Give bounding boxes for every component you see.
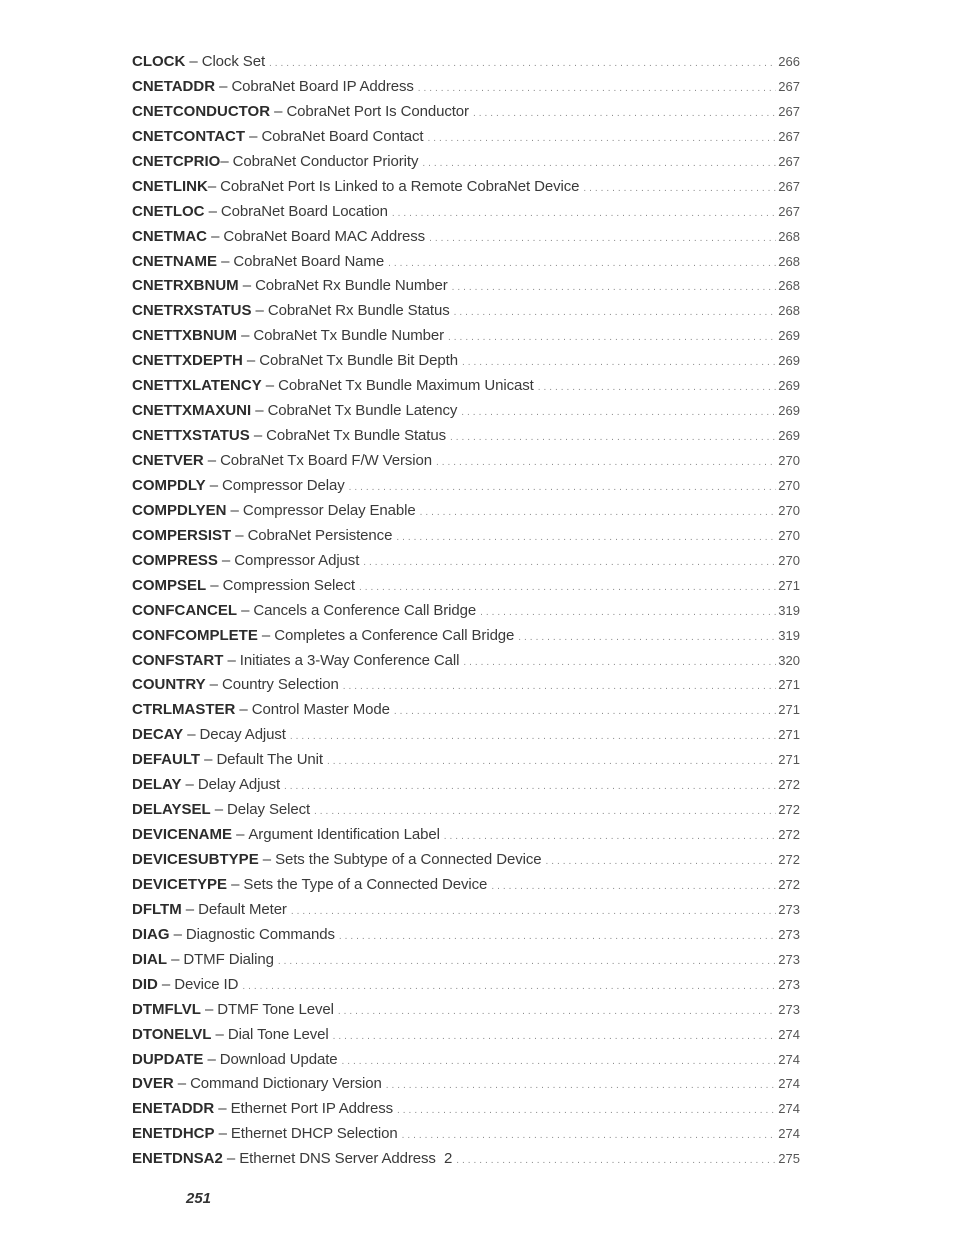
dot-leader: [386, 1074, 777, 1099]
toc-entry-separator: –: [232, 826, 249, 844]
toc-entry-page: 271: [778, 577, 800, 593]
toc-entry[interactable]: [132, 1048, 800, 1073]
toc-entry-separator: –: [211, 1025, 228, 1043]
toc-entry-separator: –: [235, 701, 252, 719]
toc-entry-description: CobraNet Board MAC Address: [223, 227, 426, 245]
dot-leader: [452, 276, 777, 301]
dot-leader: [278, 950, 776, 975]
toc-entry-separator: –: [238, 277, 256, 295]
toc-entry-separator: –: [167, 950, 184, 968]
toc-entry-command: CONFCOMPLETE: [132, 626, 258, 644]
toc-entry[interactable]: [132, 973, 800, 998]
toc-entry-page: 272: [778, 852, 800, 867]
dot-leader: [428, 127, 777, 152]
dot-leader: [422, 152, 776, 177]
toc-entry-page: 270: [778, 477, 800, 493]
toc-entry-command: COMPSEL: [132, 576, 207, 594]
toc-entry-command: DEVICENAME: [132, 826, 233, 844]
dot-leader: [396, 526, 776, 551]
toc-entry-description: Completes a Conference Call Bridge: [274, 626, 515, 644]
toc-entry-description: Default The Unit: [216, 751, 323, 769]
table-of-contents: [132, 50, 800, 1172]
toc-entry-description: CobraNet Conductor Priority: [232, 152, 419, 170]
toc-entry-command: ENETADDR: [132, 1100, 215, 1118]
dot-leader: [462, 351, 776, 376]
toc-entry-description: Country Selection: [222, 676, 339, 694]
toc-entry-page: 274: [778, 1126, 800, 1142]
toc-entry-page: 269: [778, 403, 800, 419]
toc-entry-page: 273: [778, 926, 800, 942]
toc-entry-description: Default Meter: [198, 900, 287, 918]
toc-entry-separator: –: [270, 102, 287, 120]
dot-leader: [583, 177, 776, 202]
toc-entry-page: 320: [778, 652, 800, 668]
toc-entry-description: Ethernet DNS Server Address 2: [239, 1150, 453, 1168]
toc-entry-page: 272: [778, 802, 800, 818]
toc-entry[interactable]: [132, 424, 800, 449]
toc-entry-command: DIAG: [132, 925, 170, 943]
toc-entry-separator: –: [215, 77, 232, 95]
toc-entry-command: DIAL: [132, 950, 167, 968]
toc-entry-description: CobraNet Rx Bundle Number: [255, 277, 448, 295]
toc-entry-description: Device ID: [174, 975, 239, 993]
dot-leader: [473, 102, 776, 127]
toc-entry-description: Diagnostic Commands: [185, 925, 335, 943]
toc-entry[interactable]: [132, 1023, 800, 1048]
toc-entry[interactable]: [132, 624, 800, 649]
toc-entry-command: DELAY: [132, 776, 182, 794]
toc-entry-separator: –: [249, 427, 267, 445]
toc-entry-command: CNETRXSTATUS: [132, 302, 252, 320]
dot-leader: [461, 401, 776, 426]
toc-entry[interactable]: [132, 1122, 800, 1147]
toc-entry-separator: –: [217, 252, 234, 270]
toc-entry-description: CobraNet Tx Board F/W Version: [220, 452, 432, 469]
toc-entry-description: Command Dictionary Version: [190, 1075, 382, 1093]
toc-entry-separator: –: [205, 676, 222, 694]
toc-entry-page: 273: [778, 1001, 800, 1017]
toc-entry-separator: –: [207, 177, 221, 195]
toc-entry-page: 268: [778, 278, 800, 294]
dot-leader: [343, 675, 777, 700]
toc-entry-page: 267: [778, 128, 800, 144]
toc-entry-description: CobraNet Board Location: [220, 202, 388, 220]
toc-entry-separator: –: [200, 751, 217, 769]
toc-entry[interactable]: [132, 798, 800, 823]
toc-entry[interactable]: [132, 1072, 800, 1097]
toc-entry-command: CNETLOC: [132, 202, 205, 220]
toc-entry-page: 271: [778, 702, 800, 718]
toc-entry[interactable]: [132, 649, 800, 674]
dot-leader: [284, 775, 776, 800]
toc-entry-separator: –: [220, 152, 233, 170]
toc-entry-description: CobraNet Tx Bundle Maximum Unicast: [278, 377, 534, 395]
toc-entry-command: ENETDHCP: [132, 1125, 215, 1143]
dot-leader: [349, 476, 777, 501]
dot-leader: [327, 750, 776, 775]
toc-entry-page: 271: [778, 727, 800, 743]
toc-entry-separator: –: [242, 352, 260, 370]
toc-entry-command: DUPDATE: [132, 1050, 204, 1068]
toc-entry[interactable]: [132, 324, 800, 349]
dot-leader: [339, 925, 776, 950]
toc-entry[interactable]: [132, 549, 800, 574]
toc-entry-page: 274: [778, 1026, 800, 1042]
toc-entry-description: CobraNet Board Contact: [261, 127, 424, 145]
toc-entry[interactable]: [132, 200, 800, 225]
toc-entry-separator: –: [207, 227, 224, 245]
toc-entry[interactable]: [132, 1147, 800, 1172]
dot-leader: [418, 77, 777, 102]
toc-entry[interactable]: [132, 1097, 800, 1122]
toc-entry-page: 270: [778, 502, 800, 518]
toc-entry-description: Delay Adjust: [197, 776, 281, 794]
toc-entry-command: CONFCANCEL: [132, 601, 237, 619]
toc-entry-description: Compressor Delay: [222, 476, 345, 494]
dot-leader: [480, 601, 776, 626]
toc-entry-description: Ethernet Port IP Address: [230, 1100, 394, 1118]
toc-entry-command: CNETCPRIO: [132, 152, 221, 170]
toc-entry-description: Compressor Delay Enable: [242, 501, 416, 519]
toc-entry-page: 319: [778, 602, 800, 618]
toc-entry[interactable]: [132, 898, 800, 923]
toc-entry-page: 268: [778, 228, 800, 244]
dot-leader: [538, 376, 777, 401]
toc-entry-page: 269: [778, 428, 800, 444]
toc-entry-command: CNETNAME: [132, 252, 217, 270]
toc-entry-page: 269: [778, 328, 800, 344]
toc-entry-command: COMPERSIST: [132, 526, 232, 544]
toc-entry-separator: –: [231, 526, 248, 544]
toc-entry-command: CNETCONTACT: [132, 127, 246, 145]
toc-entry-separator: –: [261, 377, 279, 395]
dot-leader: [429, 227, 776, 252]
dot-leader: [420, 501, 777, 526]
toc-entry-separator: –: [203, 1050, 220, 1068]
toc-entry-page: 266: [778, 54, 800, 69]
toc-entry-command: COUNTRY: [132, 676, 206, 694]
dot-leader: [269, 52, 776, 77]
toc-entry-page: 319: [778, 627, 800, 643]
toc-entry-page: 267: [778, 103, 800, 119]
toc-entry-separator: –: [257, 626, 275, 644]
toc-entry-command: DTMFLVL: [132, 1000, 201, 1018]
toc-entry-command: DID: [132, 975, 158, 993]
toc-entry-separator: –: [181, 776, 198, 794]
toc-entry-command: DFLTM: [132, 900, 182, 918]
toc-entry-command: CTRLMASTER: [132, 701, 236, 719]
toc-entry[interactable]: [132, 250, 800, 275]
toc-entry-separator: –: [245, 127, 262, 145]
toc-entry-description: CobraNet Tx Bundle Latency: [267, 402, 458, 420]
toc-entry-separator: –: [206, 576, 223, 594]
dot-leader: [333, 1025, 777, 1050]
toc-entry-separator: –: [214, 1125, 231, 1143]
toc-entry[interactable]: [132, 349, 800, 374]
toc-entry[interactable]: [132, 698, 800, 723]
dot-leader: [518, 626, 776, 651]
toc-entry-description: CobraNet Tx Bundle Bit Depth: [259, 352, 458, 370]
toc-entry-page: 270: [778, 552, 800, 568]
toc-entry-description: CobraNet Board IP Address: [231, 77, 414, 95]
toc-entry[interactable]: [132, 399, 800, 424]
toc-entry[interactable]: [132, 823, 800, 848]
toc-entry[interactable]: [132, 449, 800, 474]
toc-entry-command: ENETDNSA2: [132, 1150, 223, 1168]
toc-entry[interactable]: [132, 175, 800, 200]
toc-entry-command: DTONELVL: [132, 1025, 212, 1043]
dot-leader: [456, 1149, 776, 1174]
dot-leader: [392, 202, 776, 227]
toc-entry[interactable]: [132, 274, 800, 299]
toc-entry[interactable]: [132, 923, 800, 948]
toc-entry-command: CNETCONDUCTOR: [132, 102, 271, 120]
toc-entry-description: CobraNet Persistence: [247, 526, 393, 544]
toc-entry[interactable]: [132, 75, 800, 100]
toc-entry-separator: –: [173, 1075, 191, 1093]
toc-entry-description: Cancels a Conference Call Bridge: [253, 601, 477, 619]
toc-entry[interactable]: [132, 499, 800, 524]
toc-entry-command: CLOCK: [132, 53, 186, 70]
toc-entry-page: 274: [778, 1076, 800, 1092]
toc-entry-separator: –: [251, 402, 268, 420]
toc-entry-command: CNETVER: [132, 452, 204, 469]
toc-entry-separator: –: [210, 801, 228, 819]
dot-leader: [342, 1050, 777, 1075]
toc-entry-command: DEFAULT: [132, 751, 201, 769]
dot-leader: [290, 725, 776, 750]
page-number: 251: [186, 1190, 212, 1207]
toc-entry-description: CobraNet Board Name: [233, 252, 385, 270]
toc-entry-command: COMPDLYEN: [132, 501, 227, 519]
toc-entry-description: Compressor Adjust: [234, 551, 360, 569]
dot-leader: [291, 900, 776, 925]
toc-entry-description: CobraNet Tx Bundle Number: [253, 327, 445, 345]
toc-entry[interactable]: [132, 150, 800, 175]
toc-entry-command: CNETTXBNUM: [132, 327, 237, 345]
toc-entry-command: CNETTXSTATUS: [132, 427, 250, 445]
toc-entry-description: Control Master Mode: [251, 701, 390, 719]
toc-entry[interactable]: [132, 100, 800, 125]
toc-entry-command: CNETLINK: [132, 177, 208, 195]
toc-entry-command: DEVICESUBTYPE: [132, 851, 259, 868]
toc-entry-page: 273: [778, 976, 800, 992]
toc-entry-page: 271: [778, 677, 800, 693]
toc-entry-separator: –: [185, 53, 202, 70]
dot-leader: [363, 551, 776, 576]
toc-entry[interactable]: [132, 299, 800, 324]
toc-entry[interactable]: [132, 673, 800, 698]
toc-entry-page: 273: [778, 951, 800, 967]
toc-entry-description: Initiates a 3-Way Conference Call: [239, 651, 460, 669]
toc-entry-separator: –: [169, 925, 186, 943]
toc-entry[interactable]: [132, 998, 800, 1023]
toc-entry-separator: –: [181, 900, 199, 918]
toc-entry[interactable]: [132, 50, 800, 75]
toc-entry[interactable]: [132, 574, 800, 599]
toc-entry-separator: –: [204, 202, 221, 220]
toc-entry[interactable]: [132, 748, 800, 773]
toc-entry-description: DTMF Dialing: [183, 950, 274, 968]
toc-entry-page: 272: [778, 777, 800, 793]
toc-entry-separator: –: [222, 1150, 240, 1168]
toc-entry-page: 269: [778, 378, 800, 394]
toc-entry-description: CobraNet Port Is Conductor: [286, 102, 469, 120]
toc-entry-page: 267: [778, 153, 800, 169]
toc-entry-command: COMPDLY: [132, 476, 206, 494]
dot-leader: [448, 326, 776, 351]
toc-entry-separator: –: [157, 975, 175, 993]
toc-entry-separator: –: [214, 1100, 231, 1118]
toc-entry-description: Argument Identification Label: [248, 826, 440, 844]
toc-entry-separator: –: [251, 302, 268, 320]
toc-entry-separator: –: [237, 601, 254, 619]
dot-leader: [402, 1124, 777, 1149]
toc-entry-separator: –: [200, 1000, 218, 1018]
toc-entry-page: 267: [778, 178, 800, 194]
toc-entry[interactable]: [132, 873, 800, 898]
toc-entry[interactable]: [132, 225, 800, 250]
toc-entry-description: Ethernet DHCP Selection: [230, 1125, 398, 1143]
toc-entry-command: CONFSTART: [132, 651, 224, 669]
toc-entry-page: 270: [778, 453, 800, 468]
toc-entry-page: 268: [778, 303, 800, 319]
toc-entry[interactable]: [132, 524, 800, 549]
dot-leader: [394, 700, 776, 725]
dot-leader: [444, 825, 777, 850]
toc-entry-command: CNETRXBNUM: [132, 277, 239, 295]
toc-entry[interactable]: [132, 948, 800, 973]
toc-entry-separator: –: [227, 875, 244, 893]
toc-entry-page: 272: [778, 827, 800, 843]
dot-leader: [338, 1000, 776, 1025]
toc-entry-description: CobraNet Rx Bundle Status: [267, 302, 450, 320]
dot-leader: [463, 651, 776, 676]
toc-entry-command: DEVICETYPE: [132, 875, 228, 893]
dot-leader: [242, 975, 776, 1000]
toc-entry-separator: –: [237, 327, 254, 345]
toc-entry-command: CNETTXLATENCY: [132, 377, 262, 395]
toc-entry-description: Sets the Subtype of a Connected Device: [275, 851, 542, 868]
toc-entry-separator: –: [203, 452, 221, 469]
toc-entry-page: 268: [778, 253, 800, 269]
dot-leader: [359, 576, 776, 601]
dot-leader: [450, 426, 776, 451]
toc-entry-page: 270: [778, 527, 800, 543]
toc-entry-page: 267: [778, 203, 800, 219]
toc-entry-description: Sets the Type of a Connected Device: [243, 875, 488, 893]
toc-entry-separator: –: [183, 726, 200, 744]
toc-entry-description: Compression Select: [222, 576, 356, 594]
toc-entry-page: 274: [778, 1051, 800, 1067]
toc-entry-separator: –: [258, 851, 276, 868]
toc-entry[interactable]: [132, 125, 800, 150]
toc-entry-description: Download Update: [219, 1050, 338, 1068]
toc-entry[interactable]: [132, 848, 800, 873]
toc-entry-description: Delay Select: [227, 801, 311, 819]
toc-entry[interactable]: [132, 723, 800, 748]
toc-entry-command: COMPRESS: [132, 551, 218, 569]
toc-entry-separator: –: [223, 651, 240, 669]
dot-leader: [545, 850, 776, 875]
toc-entry[interactable]: [132, 474, 800, 499]
toc-entry-separator: –: [205, 476, 223, 494]
toc-entry-page: 269: [778, 353, 800, 369]
toc-entry-page: 275: [778, 1151, 800, 1167]
toc-entry-description: Dial Tone Level: [227, 1025, 329, 1043]
toc-entry-description: Decay Adjust: [199, 726, 286, 744]
toc-entry-page: 273: [778, 901, 800, 917]
toc-entry-command: CNETMAC: [132, 227, 207, 245]
toc-entry-command: DVER: [132, 1075, 174, 1093]
dot-leader: [454, 301, 777, 326]
toc-entry-description: CobraNet Tx Bundle Status: [266, 427, 446, 445]
toc-entry-description: DTMF Tone Level: [217, 1000, 334, 1018]
toc-entry-description: CobraNet Port Is Linked to a Remote CobraNet Device: [220, 177, 580, 195]
toc-entry-page: 272: [778, 876, 800, 892]
toc-entry-separator: –: [217, 551, 235, 569]
toc-entry-command: CNETADDR: [132, 77, 216, 95]
toc-entry-page: 271: [778, 752, 800, 768]
toc-entry-description: Clock Set: [201, 53, 266, 70]
dot-leader: [491, 875, 776, 900]
toc-entry[interactable]: [132, 773, 800, 798]
toc-entry-command: CNETTXMAXUNI: [132, 402, 252, 420]
toc-entry-command: CNETTXDEPTH: [132, 352, 243, 370]
toc-entry[interactable]: [132, 599, 800, 624]
dot-leader: [388, 252, 776, 277]
dot-leader: [397, 1099, 776, 1124]
toc-entry-page: 274: [778, 1101, 800, 1117]
toc-entry-command: DELAYSEL: [132, 801, 211, 819]
toc-entry-command: DECAY: [132, 726, 184, 744]
dot-leader: [436, 451, 776, 476]
toc-entry-page: 267: [778, 78, 800, 94]
toc-entry[interactable]: [132, 374, 800, 399]
toc-entry-separator: –: [226, 501, 243, 519]
dot-leader: [314, 800, 776, 825]
